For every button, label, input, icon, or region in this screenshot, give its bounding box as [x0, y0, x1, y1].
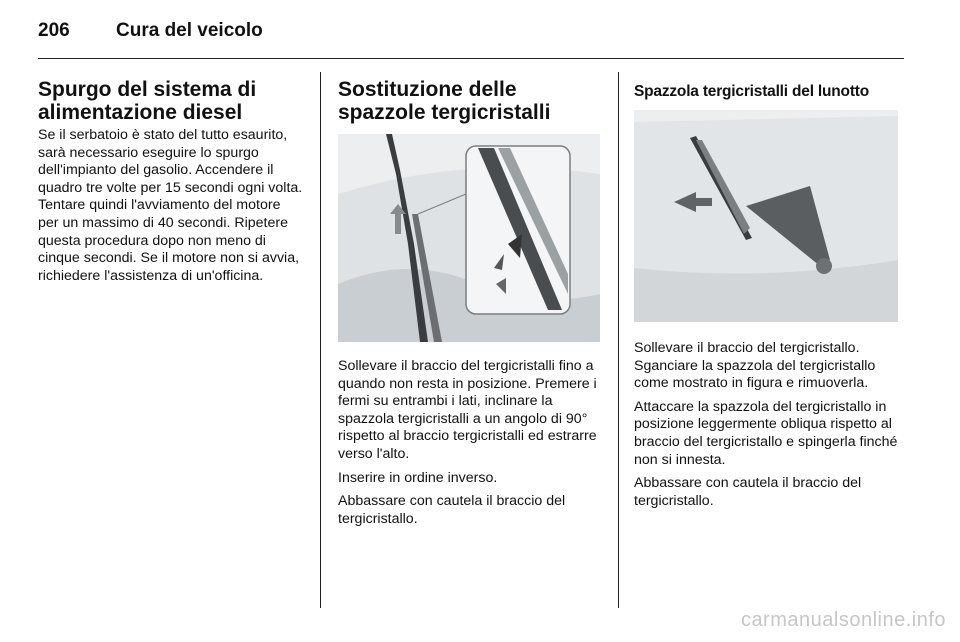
paragraph-rear-wiper-remove: Sollevare il braccio del tergicristallo. Sganciare la spazzola del tergicristallo come mostrato in figura e rimuoverla.	[634, 340, 876, 392]
windscreen-wiper-illustration	[338, 134, 600, 342]
column-diesel-bleeding	[38, 78, 304, 291]
paragraph-rear-wiper-attach: Attaccare la spazzola del tergicristallo in posizione leggermente obliqua rispetto al braccio del tergicristallo e spingerla finché non si innesta.	[634, 398, 898, 468]
rear-wiper-illustration	[634, 110, 898, 322]
page-header	[38, 20, 263, 42]
column-rear-wiper	[634, 78, 902, 516]
page-number: 206	[38, 20, 70, 41]
column-divider	[618, 72, 619, 608]
heading-wiper-replacement: Sostituzione delle spazzole tergicristalli	[338, 78, 551, 124]
heading-rear-wiper: Spazzola tergicristalli del lunotto	[634, 83, 870, 100]
paragraph-rear-wiper-lower: Abbassare con cautela il braccio del tergicristallo.	[634, 475, 862, 509]
paragraph-diesel-bleeding: Se il serbatoio è stato del tutto esaurito, sarà necessario eseguire lo spurgo dell'impianto del gasolio. Accendere il quadro tre volte per 15 secondi ogni volta. Tentare quindi l'avviamento del motore per un massimo di 40 secondi. Ripetere questa procedura dopo non meno di cinque secondi. Se il motore non si avvia, richiedere l'assistenza di un'officina.	[38, 127, 303, 284]
column-wiper-blade-replacement	[338, 78, 604, 534]
watermark: carmanualsonline.info	[740, 609, 946, 631]
paragraph-wiper-lower: Abbassare con cautela il braccio del tergicristallo.	[338, 493, 566, 527]
column-divider	[320, 72, 321, 608]
section-title: Cura del veicolo	[116, 20, 263, 41]
paragraph-wiper-lift: Sollevare il braccio del tergicristalli fino a quando non resta in posizione. Premere i fermi su entrambi i lati, inclinare la spazzola tergicristalli a un angolo di 90° rispetto al braccio tergicristalli ed estrarre verso l'alto.	[338, 358, 597, 462]
paragraph-wiper-reverse: Inserire in ordine inverso.	[338, 469, 498, 486]
header-rule	[38, 58, 904, 59]
heading-diesel-bleeding: Spurgo del sistema di alimentazione diesel	[38, 78, 257, 124]
